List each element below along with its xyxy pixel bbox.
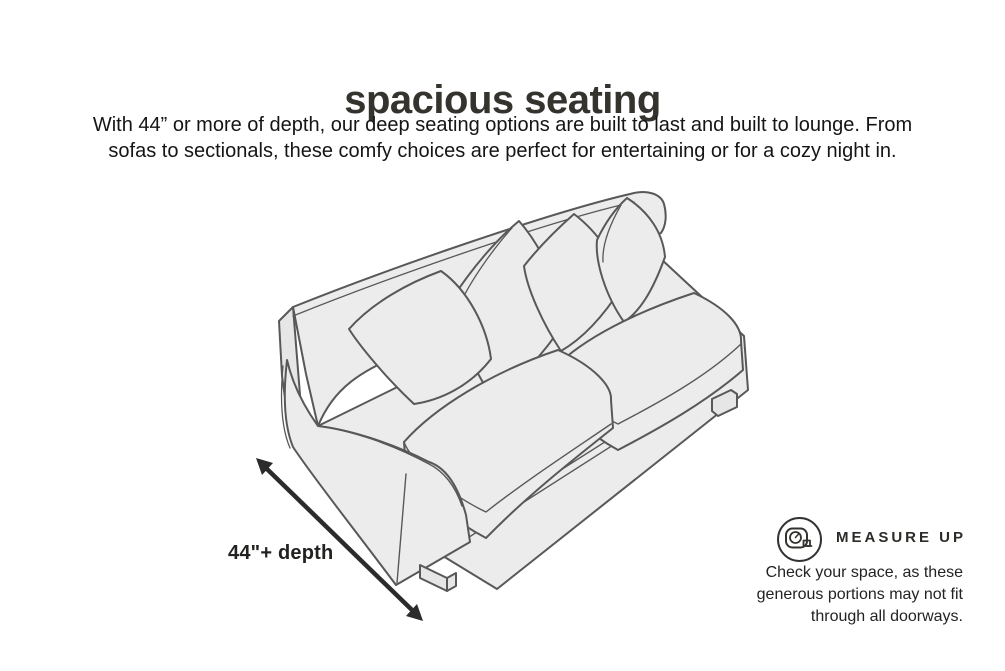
measure-up-note-line-3: through all doorways.	[810, 608, 963, 625]
depth-dimension-label: 44"+ depth	[228, 542, 334, 564]
intro-line-2: sofas to sectionals, these comfy choices are perfect for entertaining or for a cozy night in.	[108, 140, 897, 162]
intro-line-1: With 44” or more of depth, our deep seating options are built to last and built to lounge. From	[92, 114, 913, 136]
tape-measure-icon	[776, 516, 823, 563]
sofa-foot	[447, 573, 456, 591]
sofa-foot	[420, 565, 447, 591]
page-title: spacious seating	[344, 77, 661, 122]
measure-up-note-line-2: generous portions may not fit	[756, 586, 963, 603]
measure-up-note-line-1: Check your space, as these	[765, 564, 963, 581]
measure-up-note	[728, 562, 963, 628]
measure-up-title: MEASURE UP	[836, 529, 967, 546]
